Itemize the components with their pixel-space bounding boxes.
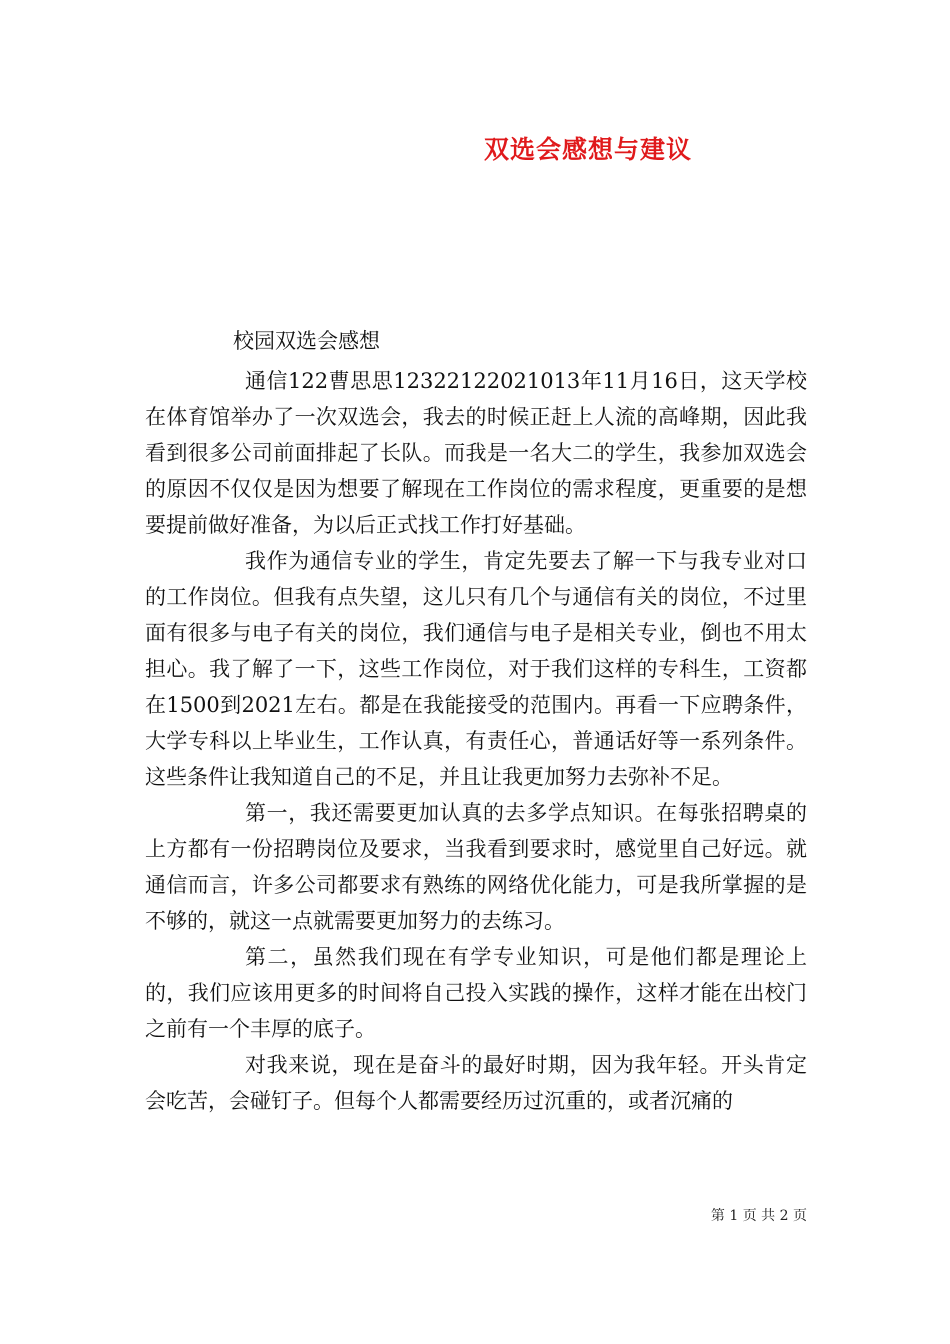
paragraph-intro: 通信122曹思思12322122021013年11月16日，这天学校在体育馆举办了一次双选会，我去的时候正赶上人流的高峰期，因此我看到很多公司前面排起了长队。而我是一名大二的学生，我参加双选会的原因不仅仅是因为想要了解现在工作岗位的需求程度，更重要的是想要提前做好准备，为以后正式找工作打好基础。 [145,369,807,537]
document-title: 双选会感想与建议 [483,135,692,164]
paragraph-second-point: 第二，虽然我们现在有学专业知识，可是他们都是理论上的，我们应该用更多的时间将自己投入实践的操作，这样才能在出校门之前有一个丰厚的底子。 [145,945,807,1041]
page-number-footer: 第 1 页 共 2 页 [710,1208,807,1224]
paragraph-conclusion: 对我来说，现在是奋斗的最好时期，因为我年轻。开头肯定会吃苦，会碰钉子。但每个人都需要经历过沉重的，或者沉痛的 [145,1053,807,1113]
section-subtitle: 校园双选会感想 [233,329,380,353]
paragraph-major-positions: 我作为通信专业的学生，肯定先要去了解一下与我专业对口的工作岗位。但我有点失望，这儿只有几个与通信有关的岗位，不过里面有很多与电子有关的岗位，我们通信与电子是相关专业，倒也不用太担心。我了解了一下，这些工作岗位，对于我们这样的专科生，工资都在1500到2021左右。都是在我能接受的范围内。再看一下应聘条件，大学专科以上毕业生，工作认真，有责任心，普通话好等一系列条件。这些条件让我知道自己的不足，并且让我更加努力去弥补不足。 [145,549,807,789]
document-body [145,325,807,1119]
paragraph-first-point: 第一，我还需要更加认真的去多学点知识。在每张招聘桌的上方都有一份招聘岗位及要求，当我看到要求时，感觉里自己好远。就通信而言，许多公司都要求有熟练的网络优化能力，可是我所掌握的是不够的，就这一点就需要更加努力的去练习。 [145,801,807,933]
